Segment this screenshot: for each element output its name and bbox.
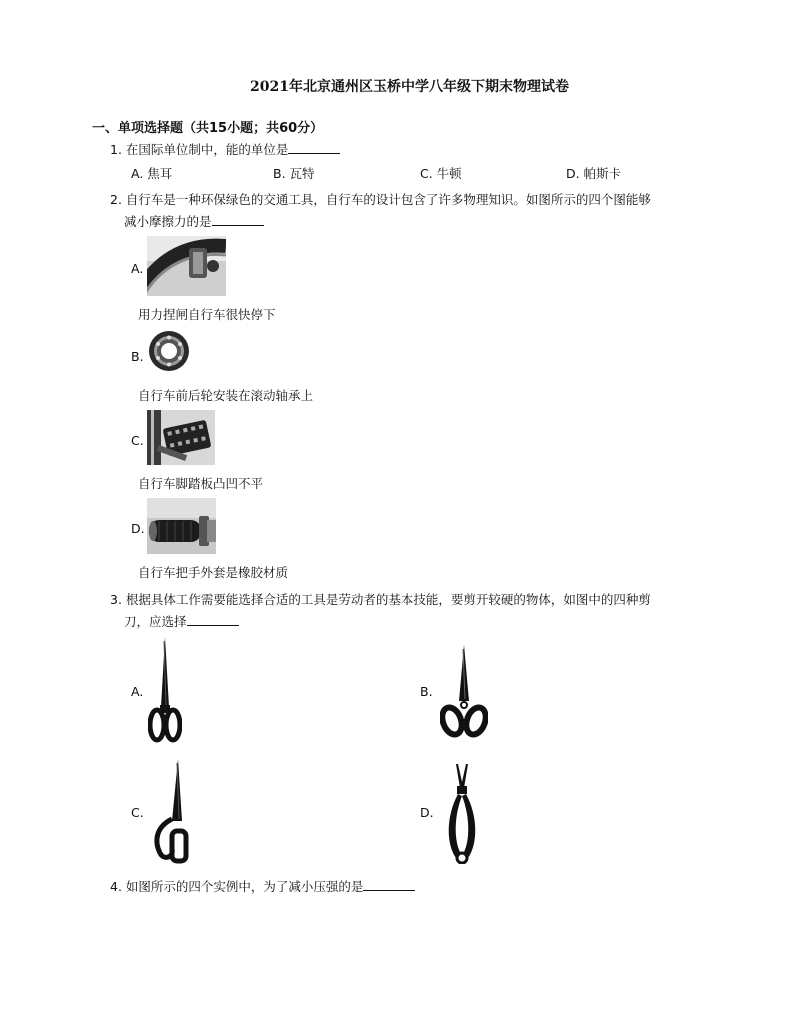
brake-photo-icon bbox=[147, 236, 226, 296]
q3-option-b-label: B. bbox=[420, 684, 433, 699]
question-2-stem-end: 减小摩擦力的是 bbox=[124, 214, 212, 229]
q1-option-a: A. 焦耳 bbox=[131, 166, 173, 181]
q1-option-b: B. 瓦特 bbox=[273, 166, 315, 181]
question-3-line2 bbox=[124, 611, 239, 633]
q2-option-d-caption: 自行车把手外套是橡胶材质 bbox=[138, 565, 289, 580]
page-title: 2021年北京通州区玉桥中学八年级下期末物理试卷 bbox=[250, 79, 569, 95]
short-blade-shears-icon bbox=[444, 760, 480, 864]
answer-blank bbox=[288, 143, 340, 154]
question-2-line1: 2. 自行车是一种环保绿色的交通工具，自行车的设计包含了许多物理知识。如图所示的四个图能够 bbox=[110, 192, 651, 207]
question-2-line2 bbox=[124, 211, 264, 233]
q2-option-c-caption: 自行车脚踏板凸凹不平 bbox=[138, 476, 264, 491]
answer-blank bbox=[363, 880, 415, 891]
section-heading: 一、单项选择题（共15小题；共60分） bbox=[92, 121, 324, 136]
question-3-stem-end: 刀，应选择 bbox=[124, 614, 187, 629]
q2-option-b-label: B. bbox=[131, 349, 144, 364]
bearing-photo-icon bbox=[147, 328, 191, 374]
question-1-stem: 1. 在国际单位制中，能的单位是 bbox=[110, 142, 289, 157]
q1-option-c: C. 牛顿 bbox=[420, 166, 462, 181]
question-4 bbox=[110, 876, 415, 898]
question-1 bbox=[110, 139, 340, 161]
q2-option-b-caption: 自行车前后轮安装在滚动轴承上 bbox=[138, 388, 314, 403]
q2-option-c-label: C. bbox=[131, 433, 144, 448]
q1-option-d: D. 帕斯卡 bbox=[566, 166, 622, 181]
q3-option-a-label: A. bbox=[131, 684, 144, 699]
scissors-icon bbox=[440, 643, 488, 741]
answer-blank bbox=[212, 215, 264, 226]
question-4-stem: 4. 如图所示的四个实例中，为了减小压强的是 bbox=[110, 879, 364, 894]
handlebar-grip-photo-icon bbox=[147, 498, 216, 554]
long-blade-scissors-icon bbox=[148, 635, 182, 743]
q2-option-a-label: A. bbox=[131, 261, 144, 276]
q2-option-a-caption: 用力捏闸自行车很快停下 bbox=[138, 307, 276, 322]
answer-blank bbox=[187, 615, 239, 626]
q2-option-d-label: D. bbox=[131, 521, 145, 536]
pedal-photo-icon bbox=[147, 410, 215, 465]
q3-option-c-label: C. bbox=[131, 805, 144, 820]
tailor-scissors-icon bbox=[150, 757, 190, 865]
q3-option-d-label: D. bbox=[420, 805, 434, 820]
question-3-line1: 3. 根据具体工作需要能选择合适的工具是劳动者的基本技能，要剪开较硬的物体，如图中的四种剪 bbox=[110, 592, 651, 607]
